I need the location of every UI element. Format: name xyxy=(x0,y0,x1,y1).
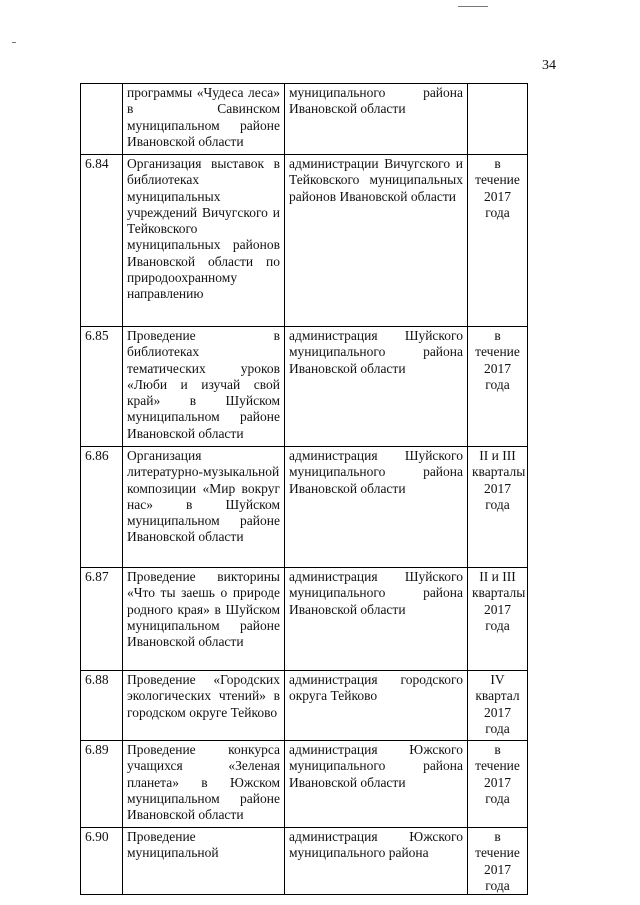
deadline xyxy=(468,84,528,155)
event-description: Проведение муниципальной xyxy=(123,828,285,895)
row-number: 6.89 xyxy=(81,741,123,828)
scan-mark-left xyxy=(12,42,16,43)
table-row xyxy=(81,84,528,155)
deadline: в течение 2017 года xyxy=(468,327,528,447)
row-number: 6.87 xyxy=(81,568,123,671)
table-row xyxy=(81,447,528,568)
responsible-executor: администрации Вичугского и Тейковского муниципальных районов Ивановской области xyxy=(285,155,468,327)
table-row xyxy=(81,568,528,671)
table-row xyxy=(81,327,528,447)
deadline: в течение 2017 года xyxy=(468,155,528,327)
event-description: Проведение «Городских экологических чтений» в городском округе Тейково xyxy=(123,671,285,741)
event-description: Проведение викторины «Что ты заешь о природе родного края» в Шуйском муниципальном районе Ивановской области xyxy=(123,568,285,671)
page-number: 34 xyxy=(542,58,556,73)
responsible-executor: администрация Южского муниципального района xyxy=(285,828,468,895)
activities-table xyxy=(80,83,528,895)
responsible-executor: администрация Шуйского муниципального района Ивановской области xyxy=(285,568,468,671)
row-number: 6.90 xyxy=(81,828,123,895)
responsible-executor: администрация Шуйского муниципального района Ивановской области xyxy=(285,447,468,568)
responsible-executor: администрация Шуйского муниципального района Ивановской области xyxy=(285,327,468,447)
deadline: в течение 2017 года xyxy=(468,828,528,895)
event-description: Организация выставок в библиотеках муниципальных учреждений Вичугского и Тейковского муниципальных районов Ивановской области по природоохранному направлению xyxy=(123,155,285,327)
deadline: II и III кварталы 2017 года xyxy=(468,568,528,671)
responsible-executor: администрация городского округа Тейково xyxy=(285,671,468,741)
row-number: 6.85 xyxy=(81,327,123,447)
table-row xyxy=(81,828,528,895)
deadline: II и III кварталы 2017 года xyxy=(468,447,528,568)
responsible-executor: муниципального района Ивановской области xyxy=(285,84,468,155)
deadline: в течение 2017 года xyxy=(468,741,528,828)
scan-mark-top xyxy=(458,6,488,7)
table-row xyxy=(81,155,528,327)
row-number: 6.86 xyxy=(81,447,123,568)
table-row xyxy=(81,741,528,828)
row-number: 6.84 xyxy=(81,155,123,327)
event-description: Проведение в библиотеках тематических уроков «Люби и изучай свой край» в Шуйском муниципальном районе Ивановской области xyxy=(123,327,285,447)
event-description: Организация литературно-музыкальной композиции «Мир вокруг нас» в Шуйском муниципальном районе Ивановской области xyxy=(123,447,285,568)
row-number: 6.88 xyxy=(81,671,123,741)
table-row xyxy=(81,671,528,741)
responsible-executor: администрация Южского муниципального района Ивановской области xyxy=(285,741,468,828)
deadline: IV квартал 2017 года xyxy=(468,671,528,741)
event-description: Проведение конкурса учащихся «Зеленая планета» в Южском муниципальном районе Ивановской области xyxy=(123,741,285,828)
row-number xyxy=(81,84,123,155)
event-description: программы «Чудеса леса» в Савинском муниципальном районе Ивановской области xyxy=(123,84,285,155)
